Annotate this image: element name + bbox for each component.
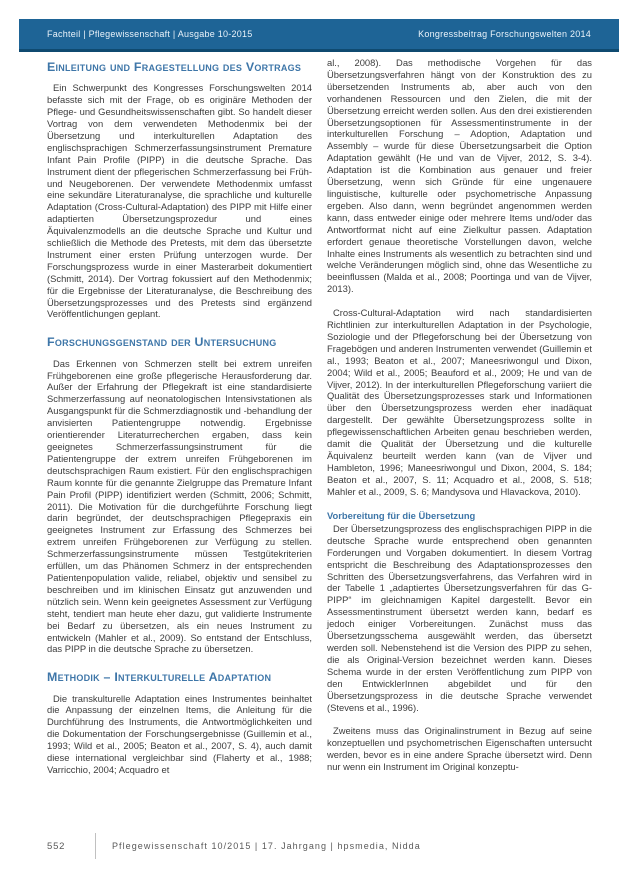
section-heading-einleitung: Einleitung und Fragestellung des Vortrags — [47, 60, 302, 74]
page-number: 552 — [47, 840, 66, 852]
header-right-text: Kongressbeitrag Forschungswelten 2014 — [418, 29, 591, 39]
paragraph-einleitung: Ein Schwerpunkt des Kongresses Forschungswelten 2014 befasste sich mit der Frage, ob es originäre Methoden der Pflege- und Gesundheitswissenschaften gibt. So handelt dieser Vortrag von dem verwendeten Methodenmix bei der Übersetzung und interkulturellen Adaptation des englischsprachigen Schmerzerfassungsinstrument Premature Infant Pain Profile (PIPP) in die deutsche Sprache. Das Instrument dient der pflegerischen Schmerzerfassung bei Früh- und Neugeborenen. Der verwendete Methodenmix umfasst eine sekundäre Literaturanalyse, die sprachliche und kulturelle Adaptation (Cross-Cultural-Adaptation) des PIPP mit Hilfe einer adaptierten Übersetzungsprozedur und eines Äquivalenzmodells an die deutsche Sprache und Kultur und schließlich die Methode des Pretests, mit dem das übersetzte Instrument einer ersten Prüfung unterzogen wurde. Der Forschungsprozess wurde in einer Masterarbeit dokumentiert (Schmitt, 2014). Der Vortrag fokussiert auf den Methodenmix; für die Ergebnisse der Literaturanalyse, die Beschreibung des Übersetzungsprozesses und des Pretests sind ergänzend Veröffentlichungen geplant. — [47, 82, 312, 320]
right-column — [327, 57, 592, 788]
paragraph-vorbereitung: Der Übersetzungsprozess des englischsprachigen PIPP in die deutsche Sprache wurde entsprechend oben genannten Forderungen und Vorgaben dokumentiert. In diesem Vortrag entspricht die Beschreibung des Adaptationsprozesses den Schritten des Übersetzungsverfahrens, das Verfahren wird in der Tabelle 1 „adaptiertes Übersetzungsverfahren für das G-PIPP“ im gleichnamigen Kapitel dargestellt. Bevor ein Assessmentinstrument übersetzt werden kann, bedarf es jedoch einiger Vorbereitungen. Zunächst muss das Übersetzungsschema ausgewählt werden, das übersetzt werden soll. Nebenstehend ist die Version des PIPP zu sehen, die als Original-Version bezeichnet werden kann. Dieses Schema wurde in der ersten Veröffentlichung zum PIPP von den EntwicklerInnen abgebildet und für den Übersetzungsprozess in die deutsche Sprache verwendet (Stevens et al., 1996). — [327, 522, 592, 713]
subsection-heading-vorbereitung: Vorbereitung für die Übersetzung — [327, 509, 476, 521]
header-left-text: Fachteil | Pflegewissenschaft | Ausgabe 10-2015 — [47, 29, 253, 39]
footer-journal-info: Pflegewissenschaft 10/2015 | 17. Jahrgang | hpsmedia, Nidda — [112, 841, 421, 851]
paragraph-methodik: Die transkulturelle Adaptation eines Instrumentes beinhaltet die Anpassung der einzelnen Items, die Anleitung für die Durchführung des Instruments, die Antwortmöglichkeiten und die Dokumentation der Forschungsergebnisse (Guillemin et al., 1993; Wild et al., 2005; Beaton et al., 2007, S. 4), auch damit diese international vergleichbar sind (Flaherty et al., 1988; Varricchio, 2004; Acquadro et — [47, 692, 312, 776]
paragraph-forschungsgegenstand: Das Erkennen von Schmerzen stellt bei extrem unreifen Frühgeborenen eine große pflegerische Herausforderung dar. Außer der Erfahrung der Pflegekraft ist eine standardisierte Schmerzerfassung auf neonatologischen Intensivstationen als Ausgangspunkt für die Schmerzdiagnostik und -behandlung der anvisierten Patientengruppe notwendig. Ergebnisse orientierender Literaturrecherchen ergaben, dass kein geeignetes Schmerzerfassungsinstrument für die Patientengruppe der extrem unreifen Frühgeborenen im deutschsprachigen Raum existiert. Für den englischsprachigen Raum konnte für die genannte Zielgruppe das Premature Infant Pain Profil (PIPP) identifiziert werden (Schmitt, 2006; Schmitt, 2011). Die Motivation für die durchgeführte Forschung liegt darin begründet, der deutschsprachigen Pflegepraxis ein geeignetes Instrument zur Erfassung des Schmerzes bei extrem unreifen Frühgeborenen zur Verfügung zu stellen. Schmerzerfassungsinstrumente müssen Testgütekriterien erfüllen, um das Phänomen Schmerz in der entsprechenden Patientenpopulation valide, reliabel, objektiv und sensibel zu beschreiben und im klinischen Einsatz gut anzuwenden und nützlich sein. Wenn kein geeignetes Assessment zur Verfügung steht, tendiert man heute eher dazu, gut validierte Instrumente bei Bedarf zu übersetzen, als ein neues Instrument zu entwickeln (Mahler et al., 2009). So entstand der Entschluss, das PIPP in die deutsche Sprache zu übersetzen. — [47, 357, 312, 655]
article-body — [47, 57, 592, 788]
section-heading-methodik: Methodik – Interkulturelle Adaptation — [47, 670, 272, 685]
left-column — [47, 57, 312, 788]
paragraph-cross-cultural-adaptation: Cross-Cultural-Adaptation wird nach standardisierten Richtlinien zur interkulturellen Adaptation in der Psychologie, Soziologie und der Pflegeforschung bei der Übersetzung von Fragebögen und anderen Instrumenten verwendet (Guillemin et al., 1993; Beaton et al., 2007; Maneesriwongul und Dixon, 2004; Wild et al., 2005; Beauford et al., 2009; He und van de Vijver, 2012). In der interkulturellen Pflegeforschung variiert die Qualität des Übersetzungsprozesses stark und Informationen über den Übersetzungsprozess werden eher inadäquat dargestellt. Der gewählte Übersetzungsprozess sollte in pflegewissenschaftlichen Arbeiten genau beschrieben werden, damit die Qualität der Übersetzung und die kulturelle Äquivalenz beurteilt werden kann (van de Vijver und Hambleton, 1996; Maneesriwongul und Dixon, 2004, S. 184; Beaton et al., 2007, S. 11; Acquadro et al., 2008, S. 518; Mahler et al., 2009, S. 6; Mandysova und Hlavackova, 2010). — [327, 307, 592, 497]
section-heading-forschungsgegenstand: Forschungsgenstand der Untersuchung — [47, 335, 277, 350]
header-bar — [19, 19, 619, 52]
paragraph-originalinstrument: Zweitens muss das Originalinstrument in Bezug auf seine konzeptuellen und psychometrischen Eigenschaften untersucht werden, bevor es in eine andere Sprache übersetzt wird. Denn nur wenn ein Instrument im Original konzeptu- — [327, 725, 592, 773]
footer — [47, 833, 592, 859]
paragraph-methodik-continued: al., 2008). Das methodische Vorgehen für das Übersetzungsverfahren hängt von der Konstruktion des zu übersetzenden Instruments ab, aber auch von den vorhandenen Ressourcen und den Zielen, die mit der Übersetzung erreicht werden sollen. Aus den drei existierenden Übersetzungsoptionen für Assessmentinstrumente in der interkulturellen Forschung – Adoption, Adaptation und Assembly – wurde für diese Übersetzungsarbeit die Option Adaptation gewählt (He und van de Vijver, 2012, S. 3-4). Adaptation ist die Kombination aus genauer und freier Übersetzung, wenn sich Gründe für eine ungenauere linguistische, kulturelle oder psychometrische Anpassung ergeben. Also dann, wenn begründet angenommen werden kann, dass entweder einige oder mehrere Items und/oder das Antwortformat nicht auf eine Zielkultur passen. Adaptation erfordert genaue theoretische Vorstellungen davon, welche Inhalte eines Instruments als wesentlich zu betrachten sind und welche Veränderungen möglich sind, ohne das Wesentliche zu beeinflussen (Malda et al., 2008; Poortinga und van de Vijver, 2013). — [327, 57, 592, 295]
footer-divider — [95, 833, 96, 859]
